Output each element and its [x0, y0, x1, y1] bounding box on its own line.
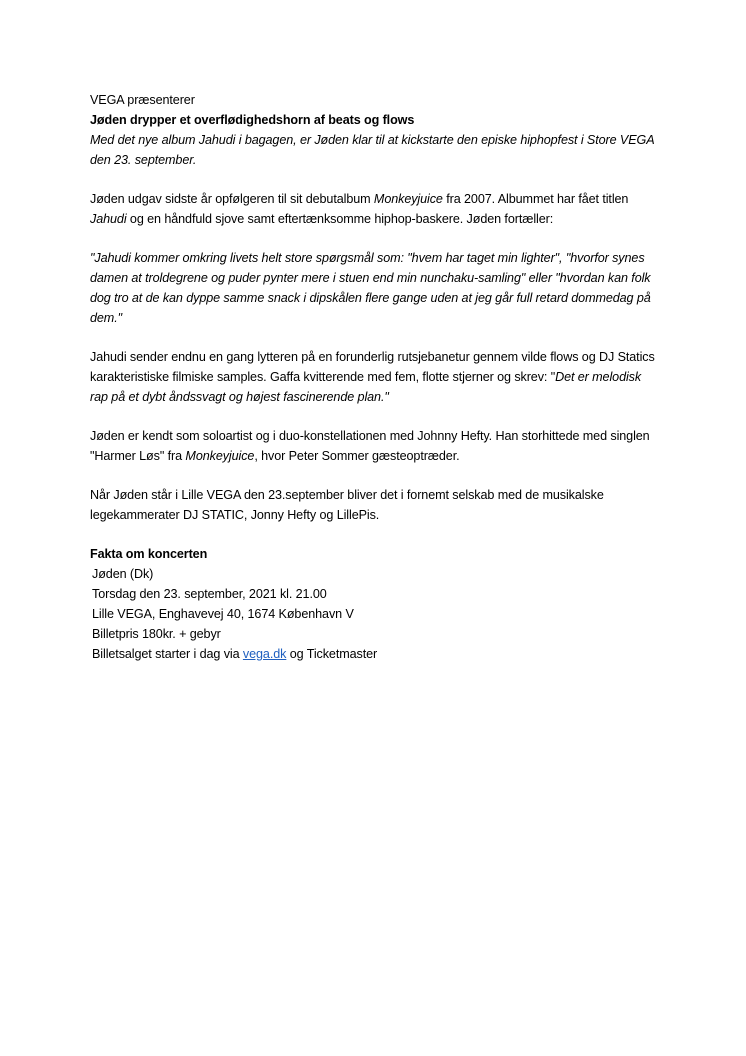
album-title-jahudi: Jahudi: [90, 212, 127, 226]
background-paragraph: [90, 426, 660, 466]
presenter-line: VEGA præsenterer: [90, 93, 195, 107]
spacer: [90, 407, 660, 426]
spacer: [90, 525, 660, 544]
album-title-monkeyjuice: Monkeyjuice: [185, 449, 255, 463]
facts-title: Fakta om koncerten: [90, 547, 208, 561]
album-title-monkeyjuice: Monkeyjuice: [373, 192, 443, 206]
vega-link[interactable]: vega.dk: [242, 647, 287, 661]
intro-paragraph: [90, 189, 660, 229]
fact-ticket-sale: [92, 644, 660, 664]
guests-paragraph: Når Jøden står i Lille VEGA den 23.september bliver det i fornemt selskab med de musikalske legekammerater DJ STATIC, Jonny Hefty og LillePis.: [90, 488, 604, 522]
ticket-sale-suffix: og Ticketmaster: [286, 647, 378, 661]
document-page: [90, 90, 660, 664]
gaffa-review-quote: Det er melodisk rap på et dybt åndssvagt og højest fascinerende plan.": [90, 370, 642, 404]
fact-date: Torsdag den 23. september, 2021 kl. 21.00: [92, 587, 327, 601]
intro-text-c: og en håndfuld sjove samt eftertænksomme hiphop-baskere. Jøden fortæller:: [126, 212, 554, 226]
spacer: [90, 466, 660, 485]
spacer: [90, 170, 660, 189]
spacer: [90, 328, 660, 347]
background-text-b: , hvor Peter Sommer gæsteoptræder.: [254, 449, 460, 463]
spacer: [90, 229, 660, 248]
artist-quote: "Jahudi kommer omkring livets helt store spørgsmål som: "hvem har taget min lighter", "hvorfor synes damen at troldegrene og puder pynter mere i stuen end min nunchaku-samling" eller "hvordan kan folk dog tro at de kan dyppe samme snack i dipskålen flere gange uden at jeg går full retard dommedag på dem.": [90, 251, 651, 325]
intro-text-a: Jøden udgav sidste år opfølgeren til sit debutalbum: [90, 192, 374, 206]
headline: Jøden drypper et overflødighedshorn af beats og flows: [90, 113, 415, 127]
review-text: Jahudi sender endnu en gang lytteren på en forunderlig rutsjebanetur gennem vilde flows og DJ Statics karakteristiske filmiske samples. Gaffa kvitterende med fem, flotte stjerner og skrev: ": [90, 350, 655, 384]
fact-venue: Lille VEGA, Enghavevej 40, 1674 København V: [92, 607, 354, 621]
review-paragraph: [90, 347, 660, 407]
facts-list: [90, 564, 660, 664]
intro-text-b: fra 2007. Albummet har fået titlen: [442, 192, 629, 206]
ticket-sale-prefix: Billetsalget starter i dag via: [92, 647, 243, 661]
background-text-a: Jøden er kendt som soloartist og i duo-konstellationen med Johnny Hefty. Han storhittede med singlen "Harmer Løs" fra: [90, 429, 650, 463]
fact-artist: Jøden (Dk): [92, 567, 154, 581]
lead-paragraph: Med det nye album Jahudi i bagagen, er Jøden klar til at kickstarte den episke hiphopfest i Store VEGA den 23. september.: [90, 133, 655, 167]
fact-price: Billetpris 180kr. + gebyr: [92, 627, 221, 641]
